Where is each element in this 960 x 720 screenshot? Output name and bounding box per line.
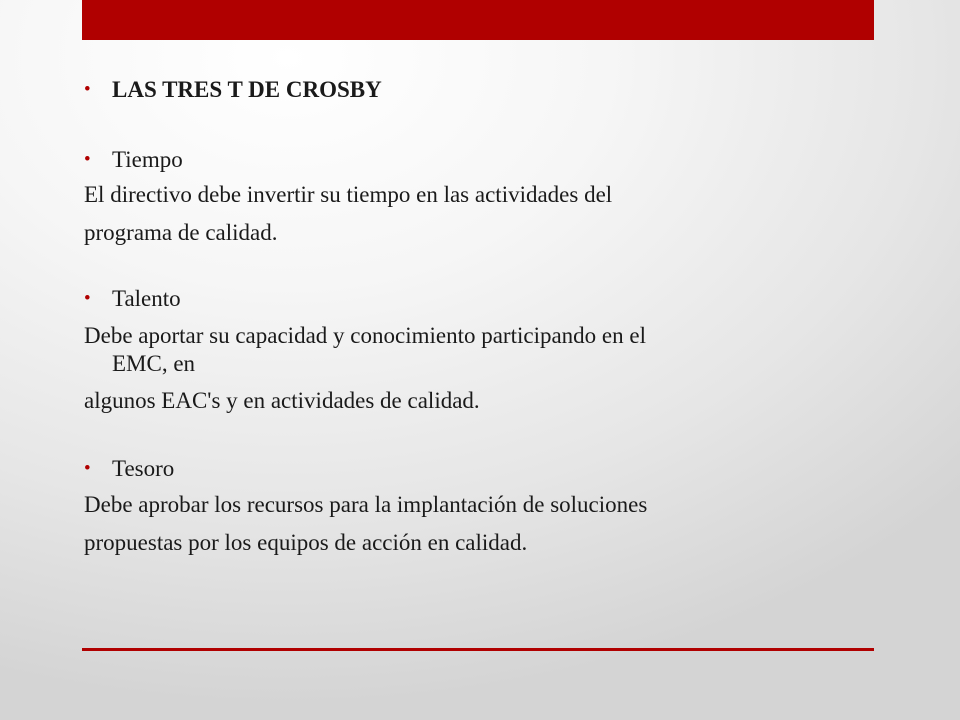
section-text: Debe aprobar los recursos para la implantación de soluciones — [84, 492, 648, 517]
top-accent-bar — [82, 0, 874, 40]
section-title-talento — [84, 285, 181, 313]
heading-item — [84, 76, 382, 104]
bullet-icon: • — [84, 458, 91, 479]
section-title: Tiempo — [112, 147, 183, 172]
section-text: EMC, en — [112, 351, 196, 376]
bottom-accent-rule — [82, 648, 874, 651]
bullet-icon: • — [84, 149, 91, 170]
section-text: programa de calidad. — [84, 220, 278, 245]
section-title-tesoro — [84, 455, 174, 483]
section-text: El directivo debe invertir su tiempo en las actividades del — [84, 182, 613, 207]
slide-heading: LAS TRES T DE CROSBY — [112, 77, 382, 102]
section-text: Debe aportar su capacidad y conocimiento participando en el — [84, 323, 646, 348]
section-title: Tesoro — [112, 456, 175, 481]
section-text: algunos EAC's y en actividades de calidad. — [84, 388, 480, 413]
bullet-icon: • — [84, 288, 91, 309]
section-title: Talento — [112, 286, 181, 311]
bullet-icon: • — [84, 79, 91, 100]
section-title-tiempo — [84, 146, 183, 174]
section-text: propuestas por los equipos de acción en calidad. — [84, 530, 528, 555]
